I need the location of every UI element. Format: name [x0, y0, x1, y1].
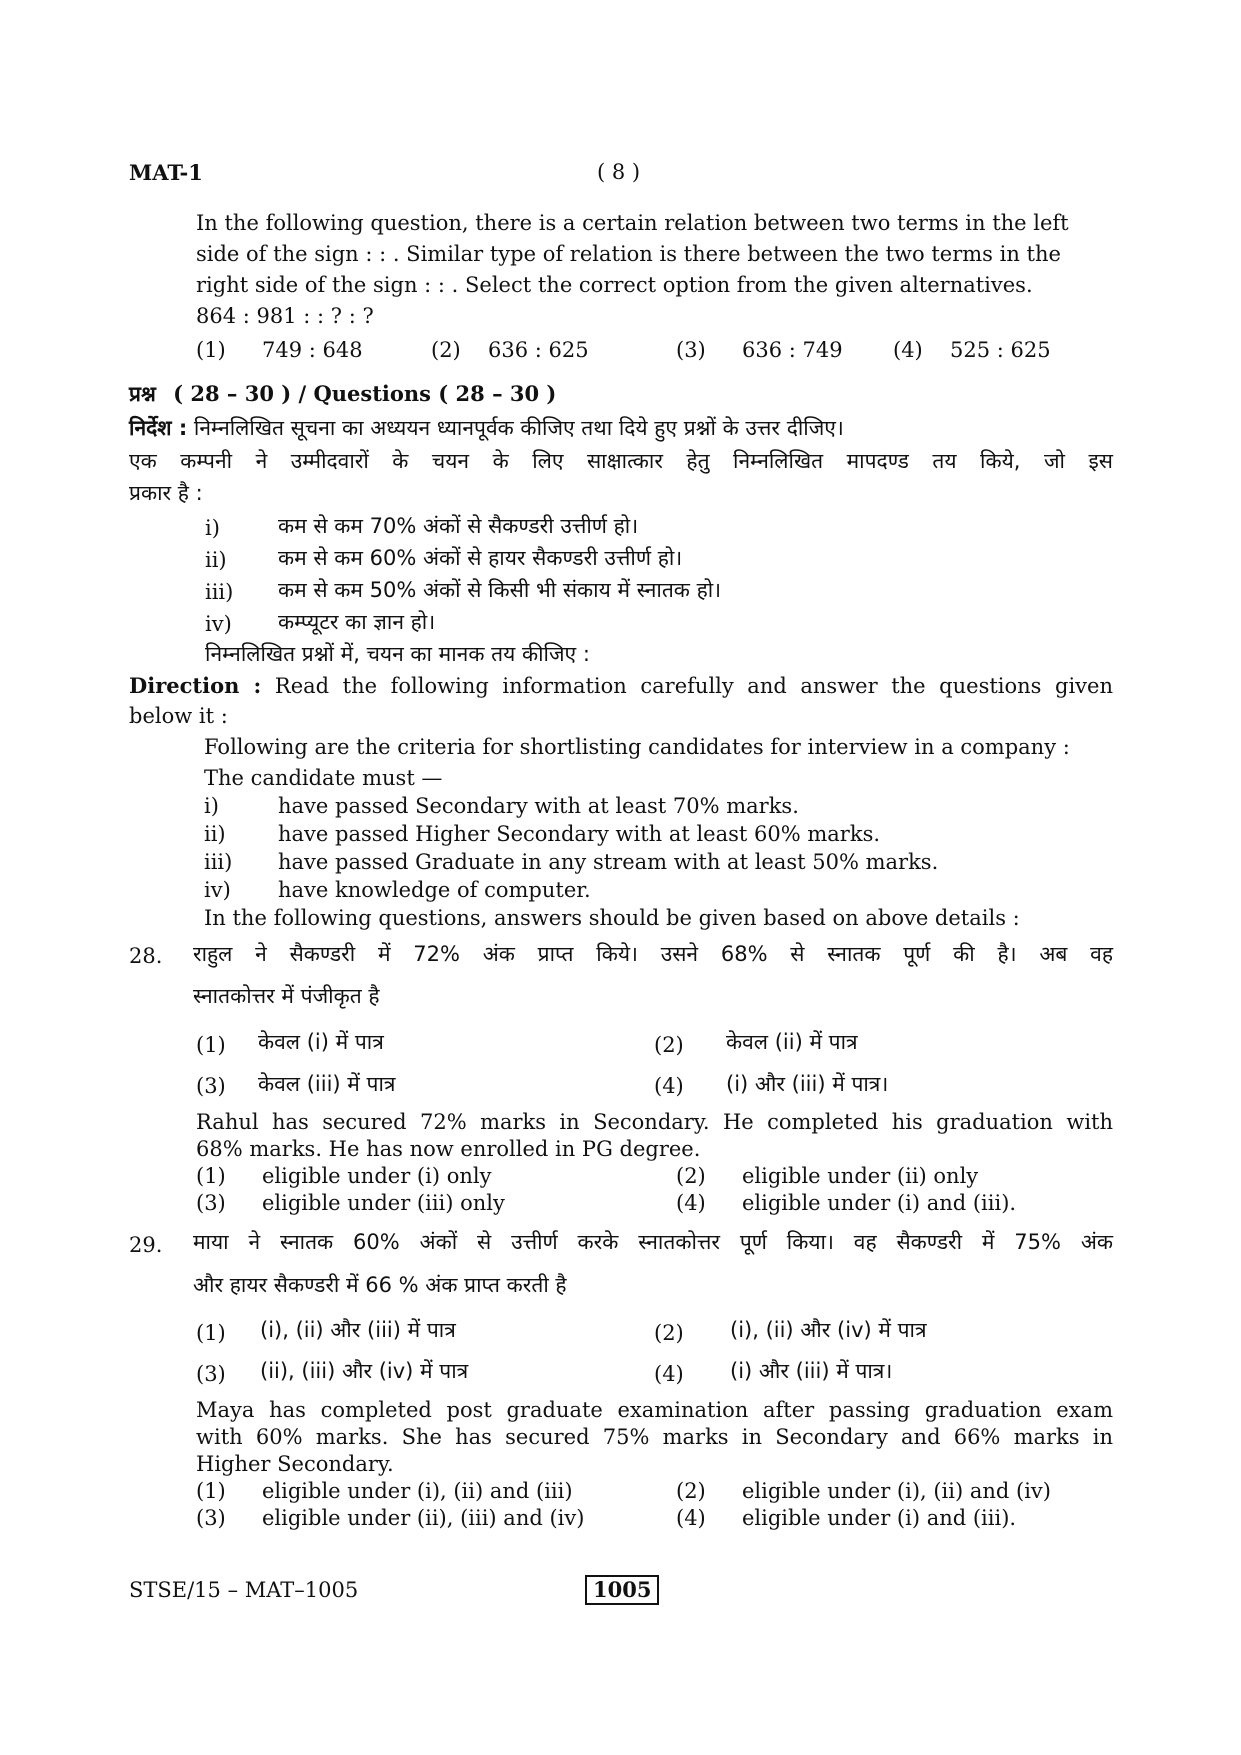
q29-hindi-option-text: (ii), (iii) और (iv) में पात्र: [260, 1359, 469, 1383]
q29-english-option-number: (3): [196, 1506, 226, 1530]
q28-hindi-option-text: केवल (ii) में पात्र: [726, 1030, 858, 1054]
english-direction-label: Direction :: [129, 673, 262, 698]
hindi-criterion-number: iv): [205, 612, 232, 636]
english-criterion-text: have passed Higher Secondary with at least 60% marks.: [278, 822, 881, 846]
english-intro: Following are the criteria for shortlisting candidates for interview in a company :: [204, 735, 1070, 759]
q27-option-text: 636 : 625: [488, 338, 589, 362]
q27-stem-line: side of the sign : : . Similar type of relation is there between the two terms in the: [196, 242, 1061, 266]
english-criterion-text: have passed Graduate in any stream with at least 50% marks.: [278, 850, 939, 874]
q28-english-option-text: eligible under (i) only: [262, 1164, 492, 1188]
q28-hindi-option-number: (1): [196, 1033, 226, 1057]
q29-english-option-number: (1): [196, 1479, 226, 1503]
footer-page-number: 1005: [585, 1575, 659, 1605]
q29-hindi-line: और हायर सैकण्डरी में 66 % अंक प्राप्त करती है: [193, 1273, 567, 1297]
section-heading-hindi: प्रश्न: [129, 382, 156, 406]
q28-hindi-option-text: (i) और (iii) में पात्र।: [726, 1072, 889, 1096]
q28-english-option-text: eligible under (i) and (iii).: [742, 1191, 1017, 1215]
q29-hindi-option-number: (1): [196, 1321, 226, 1345]
q28-hindi-option-number: (3): [196, 1074, 226, 1098]
q28-hindi-option-text: केवल (i) में पात्र: [258, 1030, 384, 1054]
q29-hindi-line: माया ने स्नातक 60% अंकों से उत्तीर्ण करके स्नातकोत्तर पूर्ण किया। वह सैकण्डरी में 75% अंक: [193, 1230, 1113, 1254]
english-criterion-number: ii): [204, 822, 226, 846]
hindi-criterion-text: कम से कम 70% अंकों से सैकण्डरी उत्तीर्ण हो।: [278, 514, 639, 538]
q28-english-option-text: eligible under (ii) only: [742, 1164, 979, 1188]
q27-option-number: (4): [893, 338, 923, 362]
q28-english-option-number: (2): [676, 1164, 706, 1188]
hindi-criterion-number: ii): [205, 548, 227, 572]
q27-option-text: 749 : 648: [262, 338, 363, 362]
hindi-criterion-number: iii): [205, 580, 234, 604]
q29-hindi-option-text: (i) और (iii) में पात्र।: [730, 1359, 893, 1383]
hindi-direction-closing: निम्नलिखित प्रश्नों में, चयन का मानक तय कीजिए :: [205, 642, 590, 666]
q28-hindi-option-number: (4): [654, 1074, 684, 1098]
q28-english-option-number: (3): [196, 1191, 226, 1215]
english-criterion-text: have knowledge of computer.: [278, 878, 591, 902]
hindi-criterion-number: i): [205, 516, 220, 540]
q27-stem-line: In the following question, there is a certain relation between two terms in the left: [196, 211, 1069, 235]
q28-english-option-number: (4): [676, 1191, 706, 1215]
section-heading: [129, 380, 556, 408]
q28-english-option-number: (1): [196, 1164, 226, 1188]
hindi-direction-line: [129, 414, 844, 442]
q29-english-option-text: eligible under (i), (ii) and (iii): [262, 1479, 573, 1503]
hindi-intro-line: एक कम्पनी ने उम्मीदवारों के चयन के लिए साक्षात्कार हेतु निम्नलिखित मापदण्ड तय किये, जो इस: [129, 449, 1113, 473]
hindi-intro-line: प्रकार है :: [129, 481, 203, 505]
q29-english-line: Maya has completed post graduate examination after passing graduation exam: [196, 1398, 1113, 1422]
english-must: The candidate must —: [204, 766, 443, 790]
footer-code: STSE/15 – MAT–1005: [129, 1578, 359, 1602]
q27-option-number: (3): [676, 338, 706, 362]
q29-hindi-option-number: (3): [196, 1362, 226, 1386]
q29-hindi-option-text: (i), (ii) और (iii) में पात्र: [260, 1318, 456, 1342]
english-direction-closing: In the following questions, answers should be given based on above details :: [204, 906, 1020, 930]
q28-hindi-line: स्नातकोत्तर में पंजीकृत है: [193, 984, 380, 1008]
hindi-criterion-text: कम से कम 50% अंकों से किसी भी संकाय में स्नातक हो।: [278, 578, 722, 602]
q29-english-option-text: eligible under (ii), (iii) and (iv): [262, 1506, 585, 1530]
hindi-criterion-text: कम्प्यूटर का ज्ञान हो।: [278, 610, 436, 634]
question-number: 28.: [129, 944, 163, 968]
q29-english-option-text: eligible under (i), (ii) and (iv): [742, 1479, 1051, 1503]
q27-expression: 864 : 981 : : ? : ?: [196, 304, 374, 328]
english-criterion-number: i): [204, 794, 219, 818]
q28-english-line: Rahul has secured 72% marks in Secondary. He completed his graduation with: [196, 1110, 1113, 1134]
q28-hindi-option-text: केवल (iii) में पात्र: [258, 1072, 396, 1096]
q28-english-option-text: eligible under (iii) only: [262, 1191, 505, 1215]
section-heading-english: ( 28 – 30 ) / Questions ( 28 – 30 ): [173, 381, 557, 406]
q29-hindi-option-text: (i), (ii) और (iv) में पात्र: [730, 1318, 927, 1342]
q29-hindi-option-number: (2): [654, 1321, 684, 1345]
q28-hindi-line: राहुल ने सैकण्डरी में 72% अंक प्राप्त किये। उसने 68% से स्नातक पूर्ण की है। अब वह: [193, 942, 1113, 966]
q29-english-option-number: (4): [676, 1506, 706, 1530]
q29-english-line: with 60% marks. She has secured 75% marks in Secondary and 66% marks in: [196, 1425, 1113, 1449]
q29-english-option-number: (2): [676, 1479, 706, 1503]
q27-option-text: 636 : 749: [742, 338, 843, 362]
paper-code: MAT-1: [129, 160, 203, 185]
q28-english-line: 68% marks. He has now enrolled in PG degree.: [196, 1137, 701, 1161]
question-number: 29.: [129, 1233, 163, 1257]
q27-option-text: 525 : 625: [950, 338, 1051, 362]
q28-hindi-option-number: (2): [654, 1033, 684, 1057]
english-criterion-number: iii): [204, 850, 233, 874]
hindi-criterion-text: कम से कम 60% अंकों से हायर सैकण्डरी उत्तीर्ण हो।: [278, 546, 683, 570]
page-marker: ( 8 ): [597, 160, 641, 184]
q27-option-number: (2): [431, 338, 461, 362]
english-direction-text: Read the following information carefully and answer the questions given: [274, 674, 1113, 698]
q27-stem-line: right side of the sign : : . Select the correct option from the given alternatives.: [196, 273, 1033, 297]
q29-english-option-text: eligible under (i) and (iii).: [742, 1506, 1017, 1530]
english-criterion-number: iv): [204, 878, 231, 902]
english-direction-line2: below it :: [129, 704, 228, 728]
hindi-direction-label: निर्देश :: [129, 416, 188, 440]
english-direction-line: [129, 673, 1113, 698]
q27-option-number: (1): [196, 338, 226, 362]
q29-english-line: Higher Secondary.: [196, 1452, 394, 1476]
english-criterion-text: have passed Secondary with at least 70% marks.: [278, 794, 799, 818]
q29-hindi-option-number: (4): [654, 1362, 684, 1386]
hindi-direction-text: निम्नलिखित सूचना का अध्ययन ध्यानपूर्वक कीजिए तथा दिये हुए प्रश्नों के उत्तर दीजिए।: [193, 416, 844, 440]
